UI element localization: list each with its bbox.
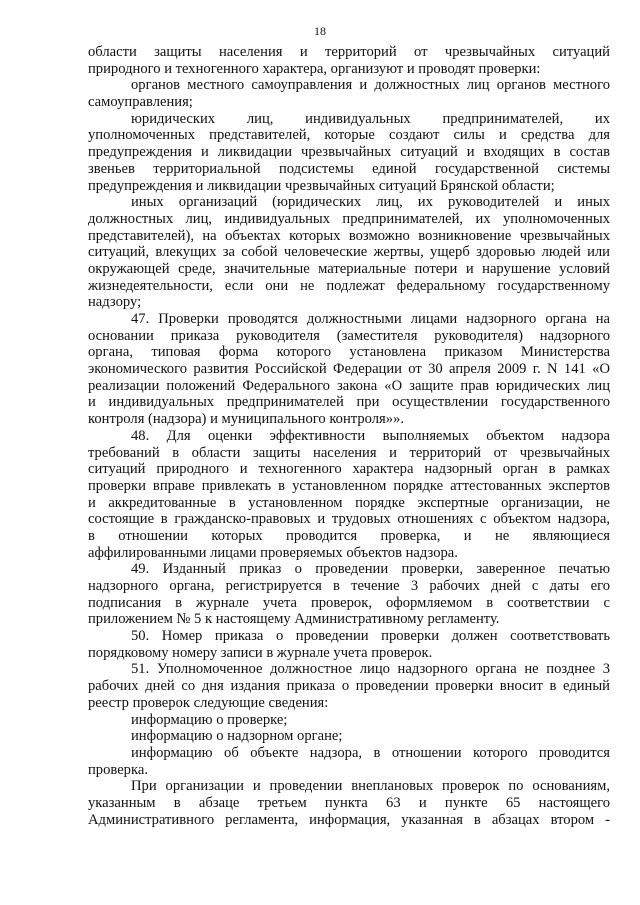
text-line: реализации положений Федерального закона «О защите прав юридических лиц bbox=[88, 377, 610, 394]
text-line: 50. Номер приказа о проведении проверки должен соответствовать bbox=[131, 628, 610, 645]
text-line: надзору; bbox=[88, 294, 142, 311]
text-line: 51. Уполномоченное должностное лицо надзорного органа не позднее 3 bbox=[131, 661, 610, 678]
text-line: 49. Изданный приказ о проведении проверки, заверенное печатью bbox=[131, 561, 610, 578]
text-line: надзорного органа, регистрируется в течение 3 рабочих дней с даты его bbox=[88, 578, 610, 594]
text-line: информацию о надзорном органе; bbox=[131, 728, 343, 745]
text-line: органа, типовая форма которого установлена приказом Министерства bbox=[88, 344, 610, 361]
text-line: порядковому номеру записи в журнале учета проверок. bbox=[88, 644, 433, 661]
text-line: области защиты населения и территорий от чрезвычайных ситуаций bbox=[88, 44, 610, 60]
text-line: иных организаций (юридических лиц, их руководителей и иных bbox=[131, 194, 610, 211]
text-line: в отношении которых проводится проверка, и не являющиеся bbox=[88, 527, 610, 544]
text-line: и индивидуальных предпринимателей при осуществлении государственного bbox=[88, 394, 610, 411]
body-text bbox=[88, 44, 610, 828]
text-line: аффилированными лицами проверяемых объектов надзора. bbox=[88, 544, 458, 561]
text-line: предупреждения и ликвидации чрезвычайных ситуаций Брянской области; bbox=[88, 177, 555, 194]
text-line: и аккредитованные в установленном порядке экспертные организации, не bbox=[88, 494, 610, 511]
text-line: проверка. bbox=[88, 761, 148, 778]
text-line: состоящие в гражданско-правовых и трудовых отношениях с объектом надзора, bbox=[88, 511, 610, 528]
text-line: основании приказа руководителя (заместителя руководителя) надзорного bbox=[88, 327, 610, 344]
text-line: ситуаций, влекущих за собой человеческие жертвы, ущерб здоровью людей или bbox=[88, 244, 610, 261]
text-line: должностных лиц, индивидуальных предпринимателей, их уполномоченных bbox=[88, 210, 610, 227]
text-line: подписания в журнале учета проверок, оформляемом в соответствии с bbox=[88, 594, 610, 611]
text-line: представителей), на объектах которых возможно возникновение чрезвычайных bbox=[88, 227, 610, 244]
text-line: предупреждения и ликвидации чрезвычайных ситуаций и входящих в состав bbox=[88, 144, 610, 161]
text-line: приложением № 5 к настоящему Административному регламенту. bbox=[88, 611, 500, 628]
text-line: уполномоченных представителей, которые создают силы и средства для bbox=[88, 127, 610, 144]
text-line: юридических лиц, индивидуальных предпринимателей, их bbox=[131, 110, 610, 127]
text-line: проверки вправе привлекать в установленном порядке аттестованных экспертов bbox=[88, 477, 610, 494]
text-line: органов местного самоуправления и должностных лиц органов местного bbox=[131, 77, 610, 94]
text-line: природного и техногенного характера, организуют и проводят проверки: bbox=[88, 60, 541, 77]
text-line: 47. Проверки проводятся должностными лицами надзорного органа на bbox=[131, 311, 610, 327]
text-line: самоуправления; bbox=[88, 94, 193, 111]
text-line: экономического развития Российской Федерации от 30 апреля 2009 г. N 141 «О bbox=[88, 361, 610, 378]
text-line: требований в области защиты населения и территорий от чрезвычайных bbox=[88, 444, 610, 461]
text-line: рабочих дней со дня издания приказа о проведении проверки вносит в единый bbox=[88, 678, 610, 695]
text-line: 48. Для оценки эффективности выполняемых объектом надзора bbox=[131, 427, 610, 444]
text-line: Административного регламента, информация, указанная в абзацах втором - bbox=[88, 811, 610, 828]
text-line: контроля (надзора) и муниципального контроля»». bbox=[88, 411, 404, 428]
text-line: звеньев территориальной подсистемы единой государственной системы bbox=[88, 160, 610, 177]
text-line: реестр проверок следующие сведения: bbox=[88, 694, 329, 711]
text-line: указанным в абзаце третьем пункта 63 и пункте 65 настоящего bbox=[88, 794, 610, 811]
text-line: жизнедеятельности, если они не подлежат федеральному государственному bbox=[88, 277, 610, 294]
text-line: ситуаций природного и техногенного характера надзорный орган в рамках bbox=[88, 461, 610, 478]
text-line: информацию об объекте надзора, в отношении которого проводится bbox=[131, 744, 610, 761]
text-line: информацию о проверке; bbox=[131, 711, 288, 728]
text-line: При организации и проведении внеплановых проверок по основаниям, bbox=[131, 778, 610, 795]
text-line: окружающей среде, значительные материальные потери и нарушение условий bbox=[88, 260, 610, 277]
page-number: 18 bbox=[314, 24, 326, 38]
